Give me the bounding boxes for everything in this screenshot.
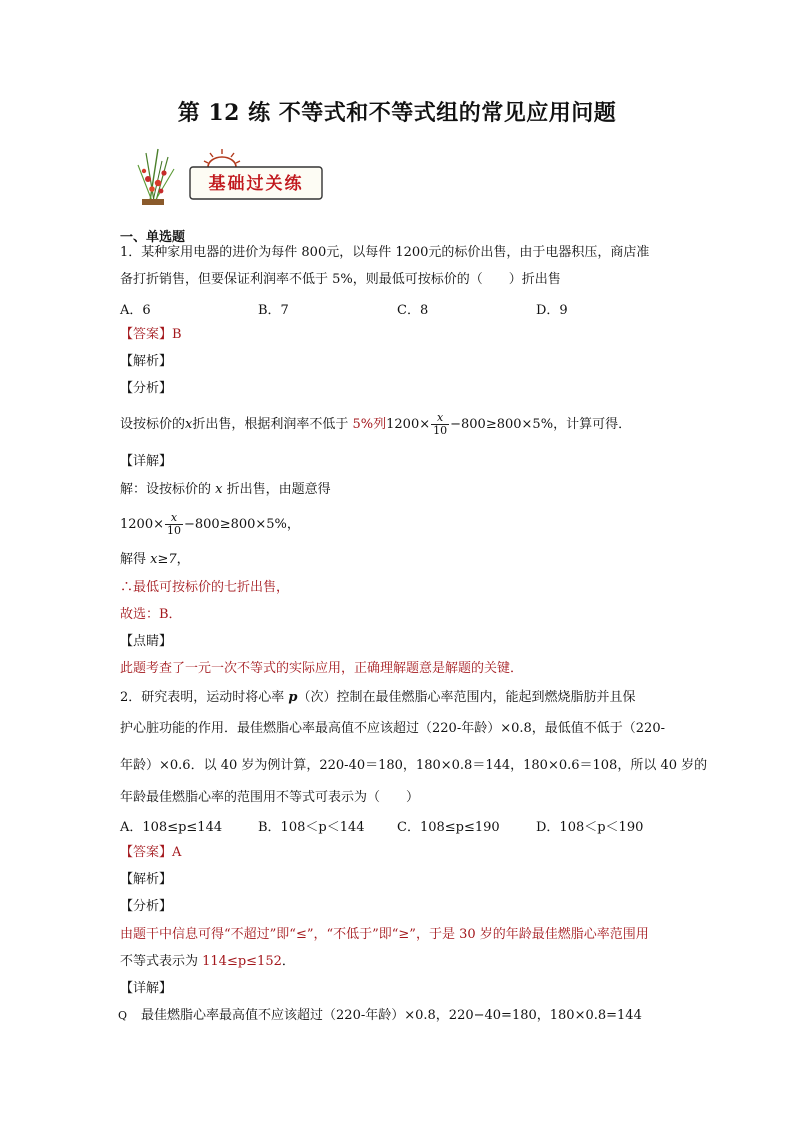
eq-left: 1200× — [386, 417, 431, 432]
q1-analysis-part: 折出售，根据利润率不低于 — [192, 417, 353, 432]
banner-label: 基础过关练 — [208, 174, 304, 194]
q1-analysis-highlight: 5% — [352, 417, 374, 432]
q2-analysis-1 — [120, 926, 649, 944]
q2-analysis-2 — [120, 953, 295, 971]
fraction-denominator: 10 — [433, 424, 448, 437]
sol-text: 折出售，由题意得 — [222, 482, 331, 497]
sol-text: 解得 — [120, 552, 151, 567]
q1-dianjing-label: 【点睛】 — [120, 634, 173, 649]
fraction-numerator: x — [431, 412, 449, 425]
q1-answer — [120, 326, 182, 344]
section-heading: 一、单选题 — [120, 230, 186, 245]
q1-jiexi-label: 【解析】 — [120, 354, 173, 369]
q2-line-4: 年龄最佳燃脂心率的范围用不等式可表示为（ ） — [120, 790, 420, 805]
sun-icon — [204, 149, 240, 167]
q2-line-3: 年龄）×0.6．以 40 岁为例计算，220-40＝180，180×0.8＝144，180×0.6＝108，所以 40 岁的 — [120, 758, 708, 773]
sol-var: x — [215, 482, 223, 497]
q1-answer-text: 【答案】B — [120, 327, 182, 342]
q2-analysis-highlight: 114≤p≤152 — [202, 954, 282, 969]
q2-detail — [118, 1007, 642, 1025]
q1-analysis — [120, 410, 631, 440]
eq-right: −800≥800×5% — [450, 417, 554, 432]
q1-analysis-part: 设按标价的 — [120, 417, 186, 432]
q2-answer — [120, 844, 181, 862]
q2-text: （次）控制在最佳燃脂心率范围内，能起到燃烧脂肪并且保 — [297, 690, 636, 705]
sol-text: 解：设按标价的 — [120, 482, 216, 497]
sol-text: ， — [286, 517, 300, 532]
q1-analysis-part: 列 — [373, 417, 387, 432]
q1-solution-2 — [120, 510, 300, 540]
fraction-denominator: 10 — [166, 524, 181, 537]
q2-analysis-part: 不等式表示为 — [120, 954, 203, 969]
fraction — [431, 412, 449, 437]
q1-analysis-part: ，计算可得． — [553, 417, 632, 432]
q1-solution-4: ∴最低可按标价的七折出售， — [120, 580, 290, 595]
q1-fenxi-label: 【分析】 — [120, 381, 173, 396]
because-mark: Q — [118, 1009, 128, 1022]
q1-option-a: A．6 — [120, 303, 151, 318]
q1-comment: 此题考查了一元一次不等式的实际应用，正确理解题意是解题的关键． — [120, 661, 524, 676]
q2-analysis-part: ． — [281, 954, 295, 969]
plant-illustration — [138, 149, 174, 205]
q1-option-c: C．8 — [397, 303, 429, 318]
q1-line-2: 备打折销售，但要保证利润率不低于 5%，则最低可按标价的（ ）折出售 — [120, 272, 561, 287]
q1-line-1: 1．某种家用电器的进价为每件 800元，以每件 1200元的标价出售，由于电器积压，商店准 — [120, 245, 650, 260]
q1-xiangjie-label: 【详解】 — [120, 454, 173, 469]
q2-option-b: B．108＜p＜144 — [258, 820, 365, 835]
q2-line-1 — [120, 689, 636, 707]
fraction-numerator: x — [165, 512, 183, 525]
q2-analysis-part: 岁的年龄最佳燃脂心率范围用 — [475, 927, 649, 942]
q2-var: p — [288, 690, 298, 705]
q1-option-d: D．9 — [536, 303, 568, 318]
sol-result: x≥7 — [150, 552, 177, 567]
sol-text: ， — [176, 552, 190, 567]
q2-jiexi-label: 【解析】 — [120, 872, 173, 887]
q2-fenxi-label: 【分析】 — [120, 899, 173, 914]
q2-answer-text: 【答案】A — [120, 845, 182, 860]
eq-left: 1200× — [120, 517, 164, 532]
q1-solution-5: 故选：B． — [120, 607, 182, 622]
q2-analysis-part: 由题干中信息可得“不超过”即“≤”，“不低于”即“≥”，于是 — [120, 927, 460, 942]
q2-line-2: 护心脏功能的作用．最佳燃脂心率最高值不应该超过（220-年龄）×0.8，最低值不低于（220- — [120, 721, 665, 736]
eq-right: −800≥800×5% — [183, 517, 287, 532]
q1-analysis-var: x — [185, 417, 193, 432]
q2-analysis-part: 30 — [459, 927, 476, 942]
section-banner — [128, 143, 328, 207]
q2-detail-text: 最佳燃脂心率最高值不应该超过（220-年龄）×0.8，220−40=180，180×0.8=144 — [141, 1008, 642, 1023]
q1-solution-3 — [120, 551, 190, 569]
page-title: 第 12 练 不等式和不等式组的常见应用问题 — [177, 100, 617, 126]
q1-option-b: B．7 — [258, 303, 289, 318]
fraction — [165, 512, 183, 537]
q2-option-d: D．108＜p＜190 — [536, 820, 644, 835]
q2-xiangjie-label: 【详解】 — [120, 981, 173, 996]
q2-text: 2．研究表明，运动时将心率 — [120, 690, 289, 705]
q2-option-a: A．108≤p≤144 — [120, 820, 223, 835]
q2-option-c: C．108≤p≤190 — [397, 820, 500, 835]
q1-solution-1 — [120, 481, 331, 499]
